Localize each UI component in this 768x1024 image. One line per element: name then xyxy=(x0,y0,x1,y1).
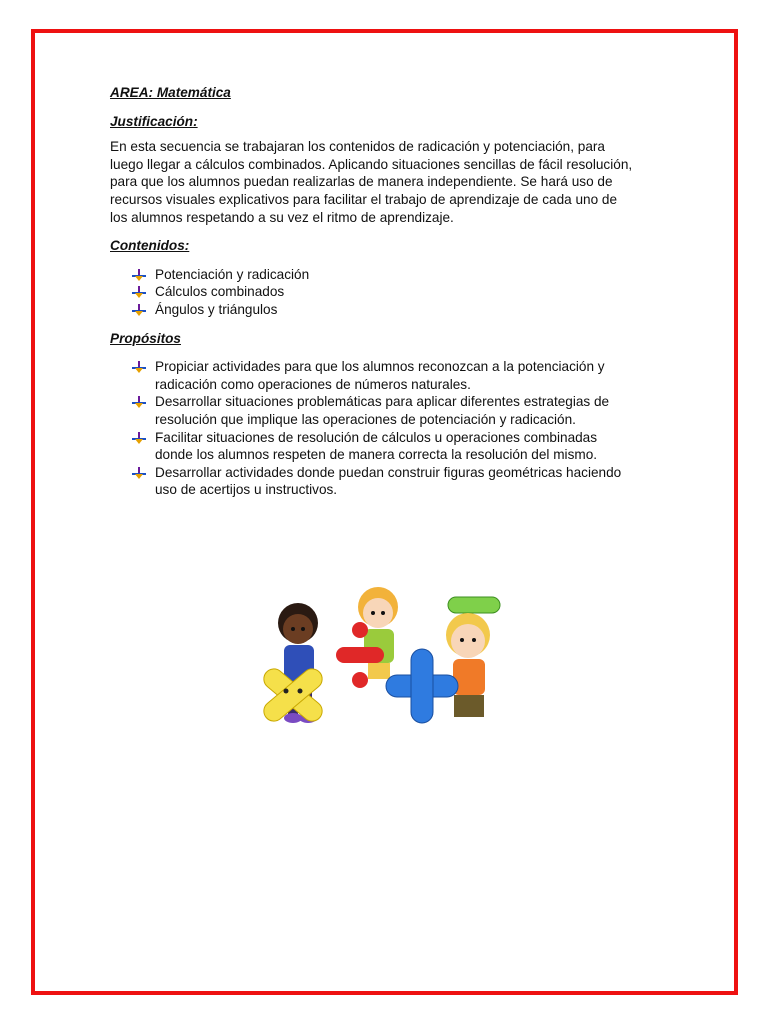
propositos-heading: Propósitos xyxy=(110,330,181,346)
plus-sign xyxy=(386,649,458,723)
list-item-label: Potenciación y radicación xyxy=(155,266,310,282)
arrow-down-icon xyxy=(132,432,146,444)
propositos-list xyxy=(110,358,670,499)
list-item xyxy=(110,301,670,319)
justificacion-line: recursos visuales explicativos para facilitar el trabajo de aprendizaje de cada uno de xyxy=(110,191,618,207)
justificacion-line: En esta secuencia se trabajaran los contenidos de radicación y potenciación, para xyxy=(110,139,605,155)
list-item-line: donde los alumnos respeten de manera correcta la resolución del mismo. xyxy=(155,447,598,463)
list-item-line: Propiciar actividades para que los alumnos reconozcan a la potenciación y xyxy=(155,359,605,375)
contenidos-heading: Contenidos: xyxy=(110,238,190,254)
arrow-down-icon xyxy=(132,467,146,479)
contenidos-list xyxy=(110,266,670,319)
arrow-down-icon xyxy=(132,396,146,408)
area-heading: AREA: Matemática xyxy=(110,85,231,100)
arrow-down-icon xyxy=(132,269,146,281)
arrow-down-icon xyxy=(132,304,146,316)
justificacion-line: los alumnos respetando a su vez el ritmo de aprendizaje. xyxy=(110,209,454,225)
list-item-line: radicación como operaciones de números naturales. xyxy=(155,376,471,392)
list-item xyxy=(110,358,670,393)
children-math-illustration xyxy=(248,585,516,755)
justificacion-heading: Justificación: xyxy=(110,113,198,129)
list-item-line: uso de acertijos u instructivos. xyxy=(155,482,338,498)
justificacion-line: para que los alumnos puedan realizarlas de manera independiente. Se hará uso de xyxy=(110,174,613,190)
list-item-label: Ángulos y triángulos xyxy=(155,301,278,317)
justificacion-line: luego llegar a cálculos combinados. Aplicando situaciones sencillas de fácil resolución, xyxy=(110,156,633,172)
child-figure xyxy=(446,613,490,717)
arrow-down-icon xyxy=(132,286,146,298)
document-body xyxy=(110,84,670,499)
list-item xyxy=(110,393,670,428)
list-item-line: Desarrollar situaciones problemáticas para aplicar diferentes estrategias de xyxy=(155,394,610,410)
list-item-line: Facilitar situaciones de resolución de cálculos u operaciones combinadas xyxy=(155,429,598,445)
minus-sign xyxy=(448,597,500,613)
justificacion-paragraph xyxy=(110,138,670,226)
list-item-line: Desarrollar actividades donde puedan construir figuras geométricas haciendo xyxy=(155,464,622,480)
list-item xyxy=(110,429,670,464)
list-item-label: Cálculos combinados xyxy=(155,284,285,300)
list-item xyxy=(110,464,670,499)
list-item-line: resolución que implique las operaciones de potenciación y radicación. xyxy=(155,411,576,427)
arrow-down-icon xyxy=(132,361,146,373)
list-item xyxy=(110,266,670,284)
list-item xyxy=(110,283,670,301)
